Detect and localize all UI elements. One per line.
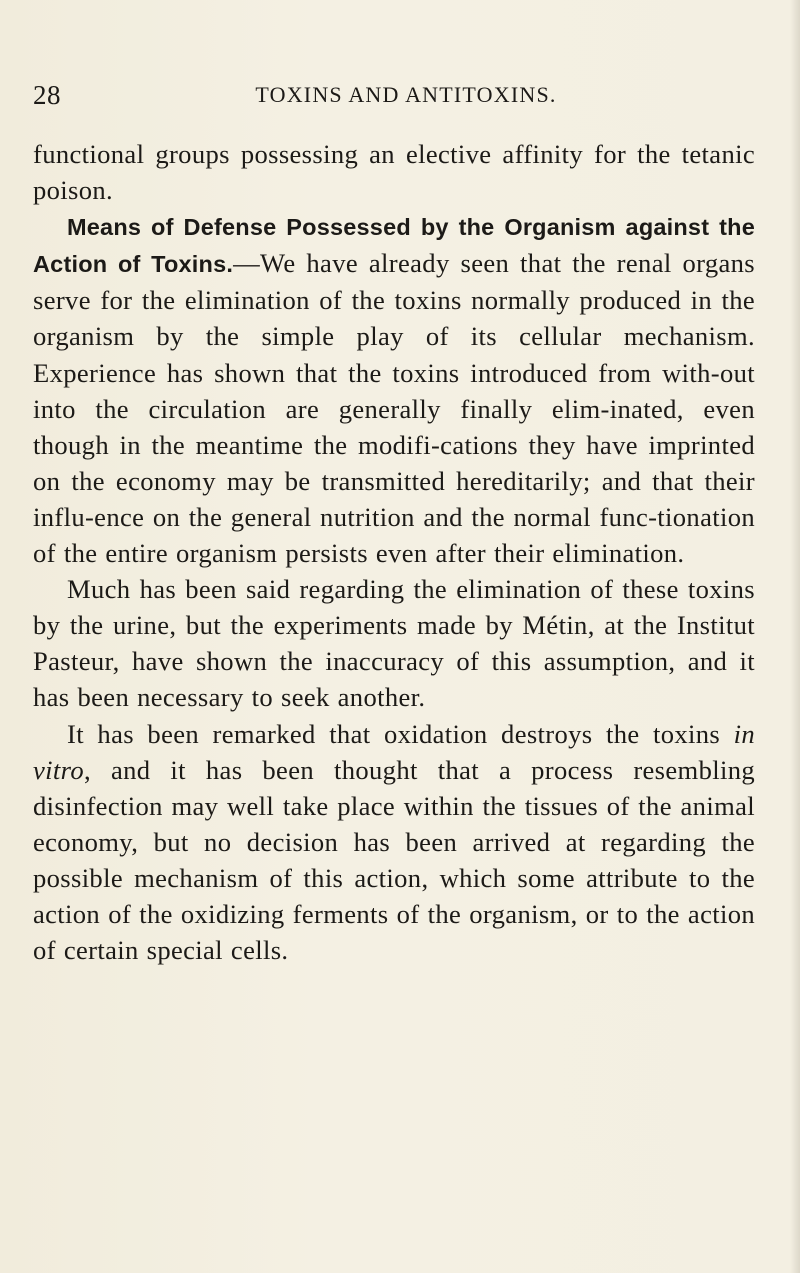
- paragraph-text: , and it has been thought that a process resembling disinfection may well take place within the tissues of the animal economy, but no decision has been arrived at regarding the possible mechanism of this action, which some attribute to the action of the oxidizing ferments of the organism, or to the action of certain special cells.: [33, 754, 755, 966]
- page-header: [33, 80, 753, 114]
- paragraph-text: —We have already seen that the renal organs serve for the elimination of the toxins normally produced in the organism by the simple play of its cellular mechanism. Experience has shown that the toxins introduced from with-out into the circulation are generally finally elim-inated, even though in the meantime the modifi-cations they have imprinted on the economy may be transmitted hereditarily; and that their influ-ence on the general nutrition and the normal func-tionation of the entire organism persists even after their elimination.: [33, 248, 756, 569]
- italic-term: in vitro: [33, 718, 755, 785]
- running-title: TOXINS AND ANTITOXINS.: [255, 82, 557, 107]
- page-edge-shadow: [790, 0, 800, 1273]
- paragraph-defense: [33, 208, 755, 571]
- page-number: 28: [33, 80, 61, 110]
- paragraph-text: Much has been said regarding the elimination of these toxins by the urine, but the experiments made by Métin, at the Institut Pasteur, have shown the inaccuracy of this assumption, and it has been necessary to seek another.: [33, 574, 755, 713]
- paragraph-oxidation: [33, 716, 755, 969]
- paragraph-elimination: [33, 571, 755, 715]
- paragraph-continuation: [33, 136, 755, 208]
- section-heading: Means of Defense Possessed by the Organism against the Action of Toxins.: [33, 214, 755, 278]
- paragraph-text: It has been remarked that oxidation destroys the toxins: [67, 718, 734, 749]
- body-text: [33, 136, 755, 968]
- paragraph-text: functional groups possessing an elective affinity for the tetanic poison.: [33, 139, 755, 206]
